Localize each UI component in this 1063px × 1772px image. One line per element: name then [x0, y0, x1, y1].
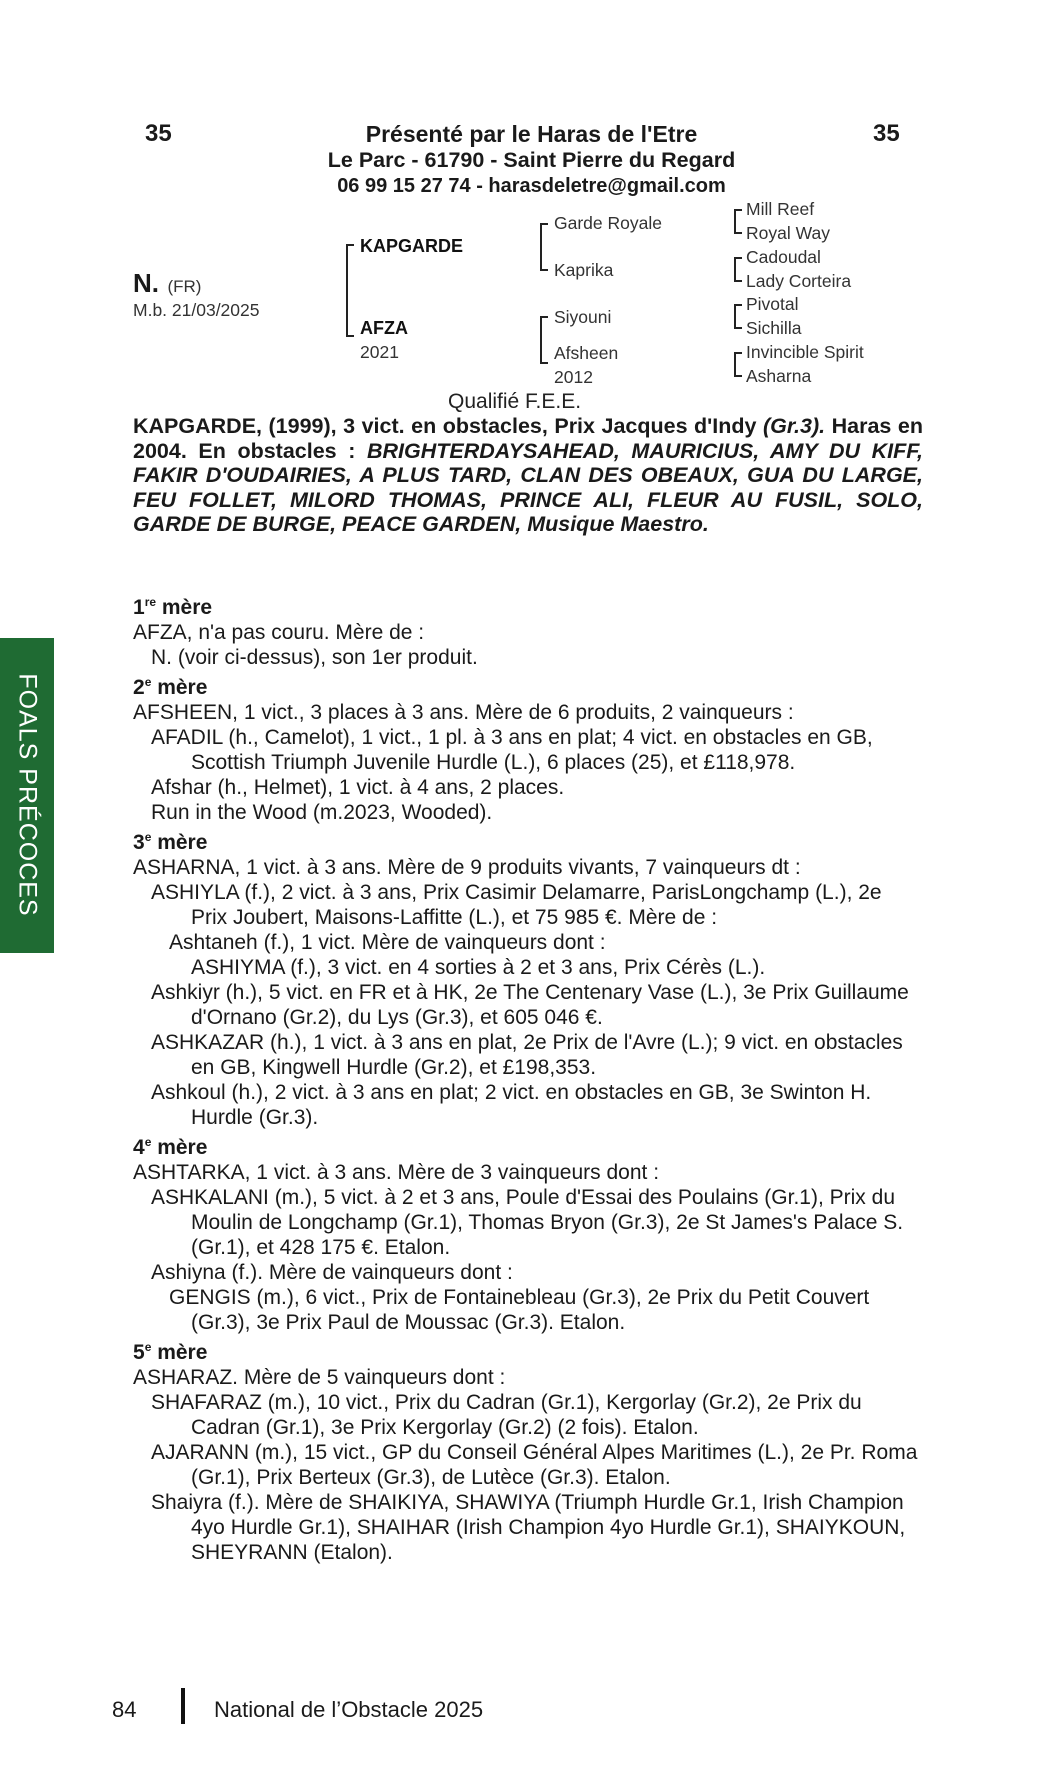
dam2-line: AFSHEEN, 1 vict., 3 places à 3 ans. Mère de 6 produits, 2 vainqueurs : — [133, 701, 794, 724]
pedigree-ddd: Asharna — [746, 366, 812, 386]
section-tab-label: FOALS PRÉCOCES — [13, 673, 42, 917]
dam2-produce-afadil: AFADIL (h., Camelot), 1 vict., 1 pl. à 3 ans en plat; 4 vict. en obstacles en GB, Scottish Triumph Juvenile Hurdle (L.), 6 places (25), et £118,978. — [151, 726, 873, 774]
dam3-produce-ashkazar: ASHKAZAR (h.), 1 vict. à 3 ans en plat, 2e Prix de l'Avre (L.); 9 vict. en obstacles en GB, Kingwell Hurdle (Gr.2), et £198,353. — [151, 1031, 903, 1079]
dam1-produce: N. (voir ci-dessus), son 1er produit. — [151, 646, 478, 669]
dam4-line: ASHTARKA, 1 vict. à 3 ans. Mère de 3 vainqueurs dont : — [133, 1161, 660, 1184]
horse-identity — [133, 268, 201, 299]
header-title: Présenté par le Haras de l'Etre — [365, 121, 698, 147]
dam4-produce-ashkalani: ASHKALANI (m.), 5 vict. à 2 et 3 ans, Poule d'Essai des Poulains (Gr.1), Prix du Moulin de Longchamp (Gr.1), Thomas Bryon (Gr.3), 2e St James's Palace S.(Gr.1), et 428 175 €. Etalon. — [151, 1186, 904, 1259]
dam5-heading: 5e mère — [133, 1340, 208, 1364]
footer-divider — [181, 1688, 185, 1724]
family-section — [133, 590, 923, 1565]
dam3-produce-ashiyma: ASHIYMA (f.), 3 vict. en 4 sorties à 2 et 3 ans, Prix Cérès (L.). — [191, 956, 766, 979]
sire-text-1: KAPGARDE, (1999), 3 vict. en obstacles, Prix Jacques d'Indy — [133, 414, 763, 438]
pedigree-sire-sire: Garde Royale — [554, 213, 662, 233]
dam3-produce-ashkiyr: Ashkiyr (h.), 5 vict. en FR et à HK, 2e The Centenary Vase (L.), 3e Prix Guillaume d'Ornano (Gr.2), du Lys (Gr.3), et 605 046 €. — [151, 981, 909, 1029]
pedigree-dam-year: 2021 — [360, 342, 399, 362]
dam3-heading: 3e mère — [133, 830, 208, 854]
dam2-heading: 2e mère — [133, 675, 208, 699]
sire-paragraph — [133, 414, 923, 537]
lot-number-right: 35 — [873, 120, 900, 147]
pedigree-dss: Pivotal — [746, 294, 799, 314]
horse-name: N. — [133, 268, 159, 298]
pedigree-sire-dam: Kaprika — [554, 260, 614, 280]
sire-text-grade: (Gr.3). — [762, 414, 826, 438]
dam3-produce-ashiyla: ASHIYLA (f.), 2 vict. à 3 ans, Prix Casimir Delamarre, ParisLongchamp (L.), 2e Prix Joubert, Maisons-Laffitte (L.), et 75 985 €. Mère de : — [151, 881, 882, 929]
qualification: Qualifié F.E.E. — [448, 390, 582, 413]
pedigree-sss: Mill Reef — [746, 199, 815, 219]
dam5-line: ASHARAZ. Mère de 5 vainqueurs dont : — [133, 1366, 506, 1389]
dam2-produce-run: Run in the Wood (m.2023, Wooded). — [151, 801, 493, 824]
sire-progeny: BRIGHTERDAYSAHEAD, MAURICIUS, AMY DU KIFF, FAKIR D'OUDAIRIES, A PLUS TARD, CLAN DES OBEAUX, GUA DU LARGE, FEU FOLLET, MILORD THOMAS, PRINCE ALI, FLEUR AU FUSIL, SOLO, GARDE DE BURGE, PEACE GARDEN, Musique Maestro. — [133, 438, 923, 536]
pedigree-sdd: Lady Corteira — [746, 271, 852, 291]
pedigree-ssd: Royal Way — [746, 223, 830, 243]
pedigree-dam: AFZA — [360, 318, 408, 338]
lot-number-left: 35 — [145, 120, 172, 147]
dam5-produce-ajarann: AJARANN (m.), 15 vict., GP du Conseil Général Alpes Maritimes (L.), 2e Pr. Roma (Gr.1), Prix Berteux (Gr.3), de Lutèce (Gr.3). Etalon. — [151, 1441, 918, 1489]
pedigree-dam-sire: Siyouni — [554, 307, 612, 327]
dam2-produce-afshar: Afshar (h., Helmet), 1 vict. à 4 ans, 2 places. — [151, 776, 565, 799]
header-address: Le Parc - 61790 - Saint Pierre du Regard — [327, 148, 736, 172]
dam1-heading: 1re mère — [133, 595, 213, 619]
dam3-line: ASHARNA, 1 vict. à 3 ans. Mère de 9 produits vivants, 7 vainqueurs dt : — [133, 856, 801, 879]
dam5-produce-shafaraz: SHAFARAZ (m.), 10 vict., Prix du Cadran (Gr.1), Kergorlay (Gr.2), 2e Prix du Cadran (Gr.1), 3e Prix Kergorlay (Gr.2) (2 fois). Etalon. — [151, 1391, 862, 1439]
publication-title: National de l’Obstacle 2025 — [214, 1697, 484, 1722]
dam5-produce-shaiyra: Shaiyra (f.). Mère de SHAIKIYA, SHAWIYA (Triumph Hurdle Gr.1, Irish Champion 4yo Hurdle Gr.1), SHAIHAR (Irish Champion 4yo Hurdle Gr.1), SHAIYKOUN, SHEYRANN (Etalon). — [151, 1491, 906, 1564]
dam4-produce-ashiyna: Ashiyna (f.). Mère de vainqueurs dont : — [151, 1261, 513, 1284]
dam3-produce-ashkoul: Ashkoul (h.), 2 vict. à 3 ans en plat; 2 vict. en obstacles en GB, 3e Swinton H. Hurdle (Gr.3). — [151, 1081, 872, 1129]
pedigree-dam-dam: Afsheen — [554, 343, 619, 363]
dam4-heading: 4e mère — [133, 1135, 208, 1159]
pedigree-dsd: Sichilla — [746, 318, 802, 338]
dam3-produce-ashtaneh: Ashtaneh (f.), 1 vict. Mère de vainqueurs dont : — [169, 931, 606, 954]
dam1-line: AFZA, n'a pas couru. Mère de : — [133, 621, 425, 644]
dam4-produce-gengis: GENGIS (m.), 6 vict., Prix de Fontainebleau (Gr.3), 2e Prix du Petit Couvert (Gr.3), 3e Prix Paul de Moussac (Gr.3). Etalon. — [169, 1286, 870, 1334]
pedigree-dds: Invincible Spirit — [746, 342, 864, 362]
pedigree-sire: KAPGARDE — [360, 236, 464, 256]
pedigree-dam-dam-year: 2012 — [554, 367, 593, 387]
header-contact: 06 99 15 27 74 - harasdeletre@gmail.com — [337, 175, 726, 197]
horse-country: (FR) — [167, 277, 202, 296]
horse-details: M.b. 21/03/2025 — [133, 300, 260, 320]
sire-text-2: Haras en 2004. En obstacles : — [133, 414, 923, 463]
pedigree-sds: Cadoudal — [746, 247, 821, 267]
page-number: 84 — [112, 1697, 137, 1722]
